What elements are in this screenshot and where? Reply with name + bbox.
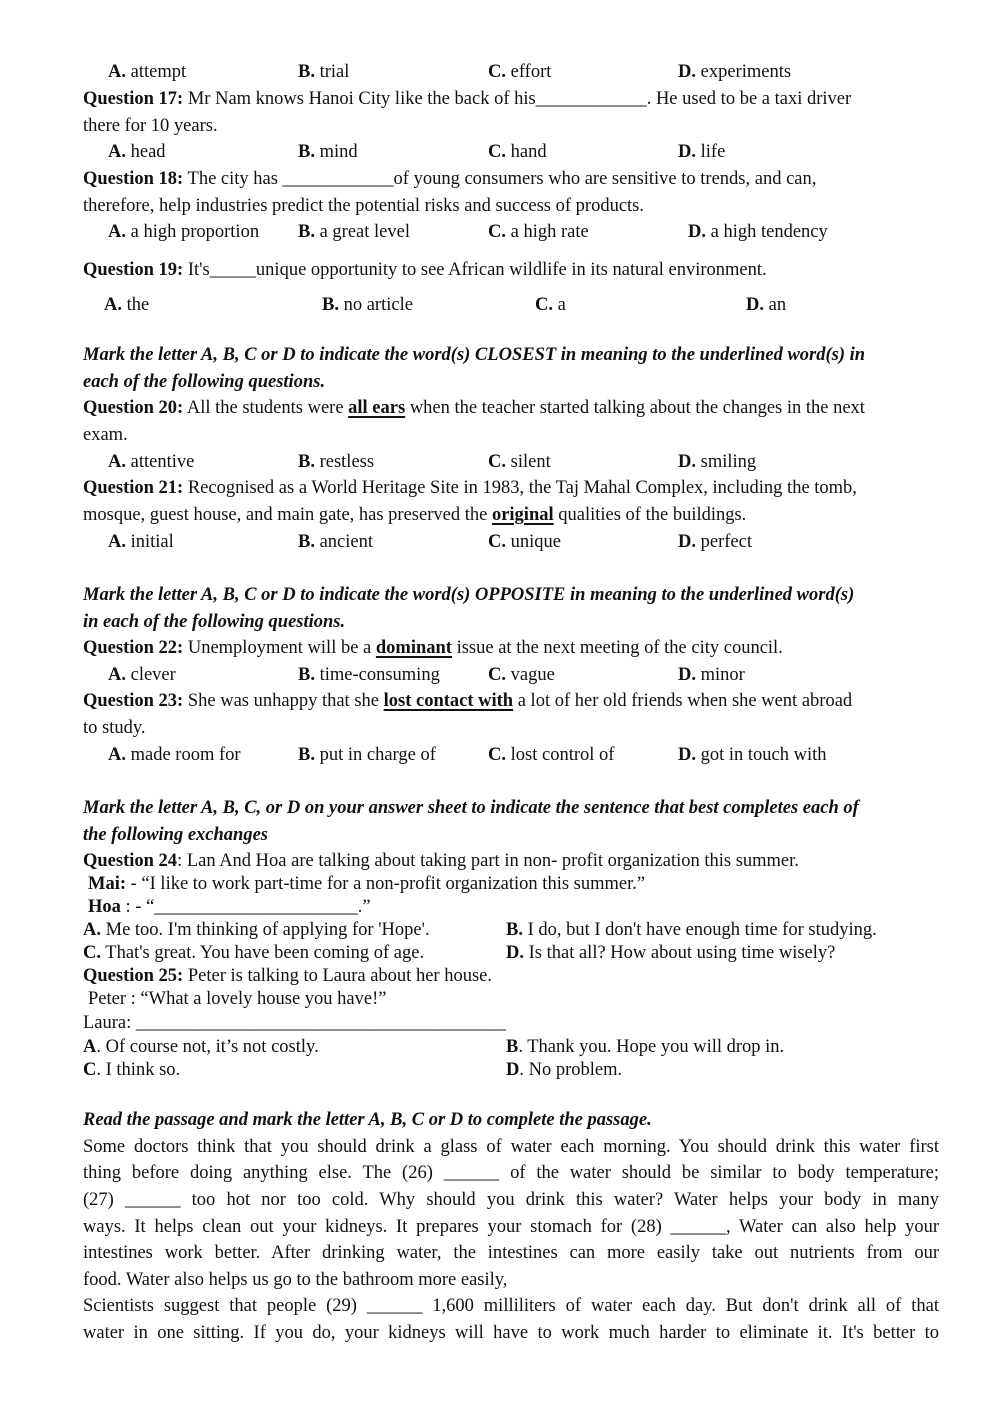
section-passage-instruction: Read the passage and mark the letter A, B, C or D to complete the passage. xyxy=(83,1110,652,1130)
q22-option-a[interactable]: A. clever xyxy=(108,665,176,685)
passage-line: Some doctors think that you should drink a glass of water each morning. You should drink this water first xyxy=(83,1137,939,1157)
q18-option-c[interactable]: C. a high rate xyxy=(488,222,589,242)
q21-option-a[interactable]: A. initial xyxy=(108,532,174,552)
q22-underlined-word: dominant xyxy=(375,638,452,658)
q24-option-b[interactable]: B. I do, but I don't have enough time for studying. xyxy=(506,920,877,940)
q23-option-c[interactable]: C. lost control of xyxy=(488,745,615,765)
q21-option-c[interactable]: C. unique xyxy=(488,532,561,552)
q17-option-b[interactable]: B. mind xyxy=(298,142,358,162)
q18-option-b[interactable]: B. a great level xyxy=(298,222,410,242)
q19-option-b[interactable]: B. no article xyxy=(322,295,413,315)
q25-option-c[interactable]: C. I think so. xyxy=(83,1060,181,1080)
q25-option-b[interactable]: B. Thank you. Hope you will drop in. xyxy=(506,1037,785,1057)
q22-option-c[interactable]: C. vague xyxy=(488,665,555,685)
q20-option-a[interactable]: A. attentive xyxy=(108,452,195,472)
q16-option-c[interactable]: C. effort xyxy=(488,62,552,82)
q17-option-d[interactable]: D. life xyxy=(678,142,726,162)
section-opposite-instruction-continued: in each of the following questions. xyxy=(83,612,346,632)
q21-underlined-word: original xyxy=(491,505,554,525)
q24-stem: Question 24: Lan And Hoa are talking about taking part in non- profit organization this summer. xyxy=(83,851,799,871)
passage-line: ways. It helps clean out your kidneys. It prepares your stomach for (28) ______, Water can also help your xyxy=(83,1217,939,1237)
q24-dialogue-line-1: Mai: - “I like to work part-time for a non-profit organization this summer.” xyxy=(88,874,646,894)
q24-dialogue-line-2: Hoa : - “______________________.” xyxy=(88,897,371,917)
passage-line: Scientists suggest that people (29) ______ 1,600 milliliters of water each day. But don't drink all of that xyxy=(83,1296,939,1316)
q20-stem-continued: exam. xyxy=(83,425,128,445)
q25-dialogue-line-1: Peter : “What a lovely house you have!” xyxy=(88,989,387,1009)
q17-option-a[interactable]: A. head xyxy=(108,142,166,162)
q20-option-b[interactable]: B. restless xyxy=(298,452,375,472)
q19-option-a[interactable]: A. the xyxy=(104,295,150,315)
q20-option-d[interactable]: D. smiling xyxy=(678,452,757,472)
section-closest-instruction: Mark the letter A, B, C or D to indicate the word(s) CLOSEST in meaning to the underlined word(s) in xyxy=(83,345,866,365)
q25-option-a[interactable]: A. Of course not, it’s not costly. xyxy=(83,1037,319,1057)
q23-option-d[interactable]: D. got in touch with xyxy=(678,745,827,765)
q16-option-b[interactable]: B. trial xyxy=(298,62,350,82)
q18-stem-continued: therefore, help industries predict the potential risks and success of products. xyxy=(83,196,645,216)
q20-option-c[interactable]: C. silent xyxy=(488,452,551,472)
passage-line: thing before doing anything else. The (26) ______ of the water should be similar to body temperature; xyxy=(83,1163,939,1183)
q19-stem: Question 19: It's_____unique opportunity to see African wildlife in its natural environment. xyxy=(83,260,767,280)
q23-underlined-phrase: lost contact with xyxy=(383,691,514,711)
q17-stem-continued: there for 10 years. xyxy=(83,116,218,136)
q19-option-c[interactable]: C. a xyxy=(535,295,566,315)
q20-stem: Question 20: All the students were all ears when the teacher started talking about the changes in the next xyxy=(83,398,865,418)
q23-stem: Question 23: She was unhappy that she lost contact with a lot of her old friends when she went abroad xyxy=(83,691,853,711)
q22-option-d[interactable]: D. minor xyxy=(678,665,745,685)
q16-option-d[interactable]: D. experiments xyxy=(678,62,792,82)
section-closest-instruction-continued: each of the following questions. xyxy=(83,372,326,392)
q24-option-d[interactable]: D. Is that all? How about using time wisely? xyxy=(506,943,836,963)
q23-option-b[interactable]: B. put in charge of xyxy=(298,745,436,765)
q18-option-a[interactable]: A. a high proportion xyxy=(108,222,260,242)
q21-option-d[interactable]: D. perfect xyxy=(678,532,752,552)
q23-option-a[interactable]: A. made room for xyxy=(108,745,241,765)
q21-stem-continued: mosque, guest house, and main gate, has preserved the original qualities of the buildings. xyxy=(83,505,747,525)
q21-stem: Question 21: Recognised as a World Heritage Site in 1983, the Taj Mahal Complex, including the tomb, xyxy=(83,478,857,498)
q24-option-c[interactable]: C. That's great. You have been coming of age. xyxy=(83,943,425,963)
passage-line: intestines work better. After drinking water, the intestines can more easily take out nutrients from our xyxy=(83,1243,939,1263)
passage-line: (27) ______ too hot nor too cold. Why should you drink this water? Water helps your body in many xyxy=(83,1190,939,1210)
q16-option-a[interactable]: A. attempt xyxy=(108,62,187,82)
q17-stem: Question 17: Mr Nam knows Hanoi City like the back of his____________. He used to be a taxi driver xyxy=(83,89,852,109)
q21-option-b[interactable]: B. ancient xyxy=(298,532,374,552)
q20-underlined-word: all ears xyxy=(348,398,406,418)
q25-stem: Question 25: Peter is talking to Laura about her house. xyxy=(83,966,492,986)
section-exchanges-instruction: Mark the letter A, B, C, or D on your answer sheet to indicate the sentence that best completes each of xyxy=(83,798,859,818)
section-exchanges-instruction-continued: the following exchanges xyxy=(83,825,269,845)
q18-stem: Question 18: The city has ____________of young consumers who are sensitive to trends, and can, xyxy=(83,169,817,189)
q25-dialogue-line-2: Laura: ________________________________________ xyxy=(83,1013,506,1033)
q17-option-c[interactable]: C. hand xyxy=(488,142,547,162)
q22-stem: Question 22: Unemployment will be a dominant issue at the next meeting of the city council. xyxy=(83,638,783,658)
q22-option-b[interactable]: B. time-consuming xyxy=(298,665,440,685)
section-opposite-instruction: Mark the letter A, B, C or D to indicate the word(s) OPPOSITE in meaning to the underlined word(s) xyxy=(83,585,855,605)
q18-option-d[interactable]: D. a high tendency xyxy=(688,222,828,242)
passage-line: water in one sitting. If you do, your kidneys will have to work much harder to eliminate it. It's better to xyxy=(83,1323,939,1343)
q19-option-d[interactable]: D. an xyxy=(746,295,787,315)
passage-line: food. Water also helps us go to the bathroom more easily, xyxy=(83,1270,508,1290)
q25-option-d[interactable]: D. No problem. xyxy=(506,1060,623,1080)
q23-stem-continued: to study. xyxy=(83,718,146,738)
q24-option-a[interactable]: A. Me too. I'm thinking of applying for 'Hope'. xyxy=(83,920,430,940)
